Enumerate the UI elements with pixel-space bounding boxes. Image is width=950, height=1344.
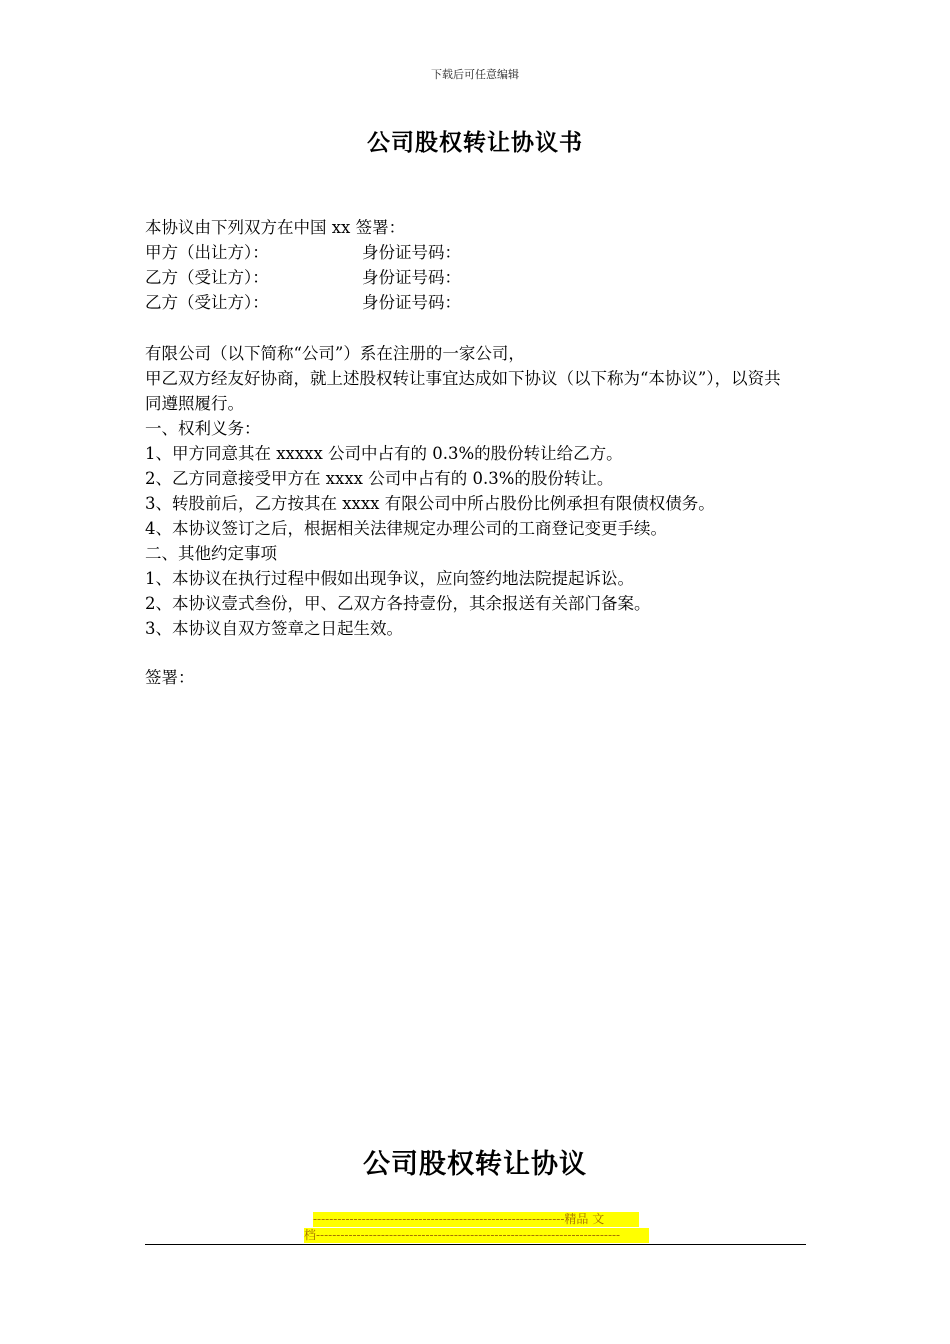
party-id-label: 身份证号码： <box>362 243 461 262</box>
party-name: 乙方（受让方）： <box>145 293 269 312</box>
section1-item: 2、乙方同意接受甲方在 xxxx 公司中占有的 0.3%的股份转让。 <box>145 469 614 488</box>
party-row <box>145 265 795 290</box>
party-id-label: 身份证号码： <box>362 268 461 287</box>
section1-item: 4、本协议签订之后，根据相关法律规定办理公司的工商登记变更手续。 <box>145 519 667 538</box>
section2-item: 2、本协议壹式叁份，甲、乙双方各持壹份，其余报送有关部门备案。 <box>145 594 651 613</box>
party-name: 甲方（出让方）： <box>145 243 269 262</box>
company-intro-paragraph: 有限公司（以下简称“公司”）系在注册的一家公司， <box>145 344 525 363</box>
footer-title: 公司股权转让协议 <box>363 1149 587 1180</box>
agreement-content <box>145 341 795 641</box>
agreement-intro-paragraph: 甲乙双方经友好协商，就上述股权转让事宜达成如下协议（以下称为“本协议”），以资共同遵照履行。 <box>145 369 781 413</box>
party-row <box>145 240 795 265</box>
section1-item: 3、转股前后，乙方按其在 xxxx 有限公司中所占股份比例承担有限债权债务。 <box>145 494 715 513</box>
document-title: 公司股权转让协议书 <box>367 130 583 156</box>
parties-block <box>145 215 795 315</box>
footer-divider <box>145 1244 806 1245</box>
section1-heading: 一、权利义务： <box>145 419 261 438</box>
signature-label: 签署： <box>145 668 195 687</box>
section2-item: 3、本协议自双方签章之日起生效。 <box>145 619 403 638</box>
section1-item: 1、甲方同意其在 xxxxx 公司中占有的 0.3%的股份转让给乙方。 <box>145 444 623 463</box>
section2-heading: 二、其他约定事项 <box>145 544 277 563</box>
watermark-line: --------------------------------------------------------------精品 文 <box>313 1212 639 1227</box>
intro-line: 本协议由下列双方在中国 xx 签署： <box>145 218 406 237</box>
page-header-note: 下载后可任意编辑 <box>431 68 519 81</box>
section2-item: 1、本协议在执行过程中假如出现争议，应向签约地法院提起诉讼。 <box>145 569 634 588</box>
party-row <box>145 290 795 315</box>
party-id-label: 身份证号码： <box>362 293 461 312</box>
party-name: 乙方（受让方）： <box>145 268 269 287</box>
watermark-line: 档--------------------------------------------------------------------------- <box>304 1228 649 1243</box>
